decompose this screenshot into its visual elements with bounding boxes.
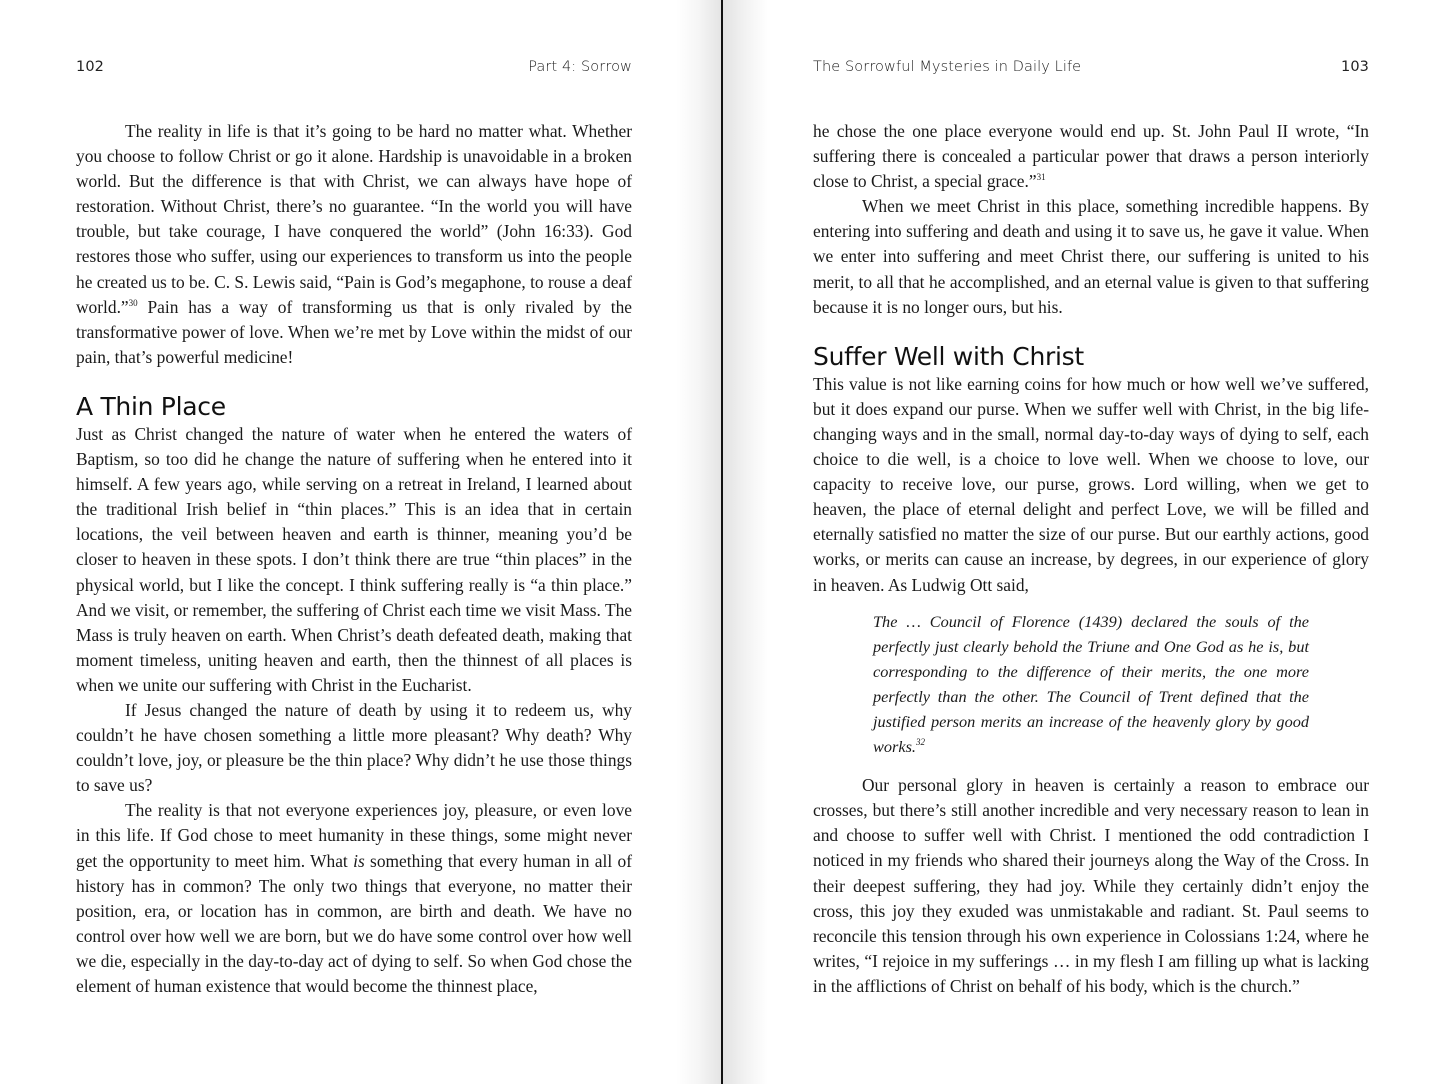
right-page-body (813, 119, 1369, 999)
book-spine-divider (721, 0, 723, 1084)
quote-text: The … Council of Florence (1439) declared the souls of the perfectly just clearly behold the Triune and One God as he is, but corresponding to the difference of their merits, the one more perfectly than the other. The Council of Trent defined that the justified person merits an increase of the heavenly glory by good works. (873, 611, 1309, 757)
paragraph: This value is not like earning coins for how much or how well we’ve suffered, but it does expand our purse. When we suffer well with Christ, in the big life-changing ways and in the small, normal day-to-day ways of dying to self, each choice to die well, is a choice to love well. When we choose to love, our capacity to receive love, our purse, grows. Lord willing, when we get to heaven, the place of eternal delight and perfect Love, we will be filled and eternally satisfied no matter the size of our purse. But our earthly actions, good works, or merits can cause an increase, by degrees, in our experience of glory in heaven. As Ludwig Ott said, (813, 373, 1369, 595)
section-heading: Suffer Well with Christ (813, 341, 1084, 371)
paragraph (813, 119, 1369, 194)
footnote-ref: 30 (128, 297, 138, 308)
footnote-ref: 32 (915, 737, 925, 748)
running-header-left (76, 59, 632, 81)
paragraph: When we meet Christ in this place, something incredible happens. By entering into suffering and death and using it to save us, he gave it value. When we enter into suffering and meet Christ there, our suffering is united to his merit, to all that he accomplished, and an eternal value is given to that suffering because it is no longer ours, but his. (813, 196, 1369, 317)
left-page-body (76, 119, 632, 999)
running-title-left: Part 4: Sorrow (528, 59, 632, 75)
section-heading: A Thin Place (76, 391, 226, 421)
running-header-right (813, 59, 1369, 81)
paragraph: If Jesus changed the nature of death by using it to redeem us, why couldn’t he have chosen something a little more pleasant? Why death? Why couldn’t love, joy, or pleasure be the thin place? Why didn’t he use those things to save us? (76, 699, 632, 796)
paragraph-text: he chose the one place everyone would end up. St. John Paul II wrote, “In suffering there is concealed a particular power that draws a person interiorly close to Christ, a special grace.” (813, 121, 1369, 192)
paragraph (76, 798, 632, 999)
page-number-right: 103 (1341, 59, 1369, 75)
footnote-ref: 31 (1036, 172, 1046, 183)
spacer (76, 370, 632, 392)
paragraph: Just as Christ changed the nature of water when he entered the waters of Baptism, so too did he change the nature of suffering when he entered into it himself. A few years ago, while serving on a retreat in Ireland, I learned about the traditional Irish belief in “thin places.” This is an idea that in certain locations, the veil between heaven and earth is thinner, meaning you’d be closer to heaven in these spots. I don’t think there are true “thin places” in the physical world, but I like the concept. I think suffering really is “a thin place.” And we visit, or remember, the suffering of Christ each time we visit Mass. The Mass is truly heaven on earth. When Christ’s death defeated death, making that moment timeless, uniting heaven and earth, then the thinnest of all places is when we unite our suffering with Christ in the Eucharist. (76, 423, 632, 695)
paragraph-text: something that every human in all of history has in common? The only two things that everyone, no matter their position, era, or location has in common, are birth and death. We have no control over how well we are born, but we do have some control over how well we die, especially in the day-to-day act of dying to self. So when God chose the element of human existence that would become the thinnest place, (76, 850, 632, 996)
running-title-right: The Sorrowful Mysteries in Daily Life (813, 59, 1082, 75)
left-page (76, 0, 632, 1084)
spacer (813, 320, 1369, 342)
paragraph (76, 119, 632, 370)
emphasis: is (353, 850, 365, 871)
block-quote (873, 609, 1309, 760)
paragraph-text: Pain has a way of transforming us that is only rivaled by the transformative power of love. When we’re met by Love within the midst of our pain, that’s powerful medicine! (76, 296, 632, 367)
paragraph-text: The reality is that not everyone experiences joy, pleasure, or even love in this life. If God chose to meet humanity in these things, some might never get the opportunity to meet him. What (76, 800, 632, 871)
page-number-left: 102 (76, 59, 104, 75)
paragraph-text: The reality in life is that it’s going to be hard no matter what. Whether you choose to follow Christ or go it alone. Hardship is unavoidable in a broken world. But the difference is that with Christ, we can always have hope of restoration. Without Christ, there’s no guarantee. “In the world you will have trouble, but take courage, I have conquered the world” (John 16:33). God restores those who suffer, using our experiences to transform us into the people he created us to be. C. S. Lewis said, “Pain is God’s megaphone, to rouse a deaf world.” (76, 121, 632, 317)
paragraph: Our personal glory in heaven is certainly a reason to embrace our crosses, but there’s still another incredible and very necessary reason to lean in and choose to suffer well with Christ. I mentioned the odd contradiction I noticed in my friends who shared their journeys along the Way of the Cross. In their deepest suffering, they had joy. While they certainly didn’t enjoy the cross, this joy they exuded was unmistakable and radiant. St. Paul seems to reconcile this tension through his own experience in Colossians 1:24, where he writes, “I rejoice in my sufferings … in my flesh I am filling up what is lacking in the afflictions of Christ on behalf of his body, which is the church.” (813, 775, 1369, 996)
right-page (813, 0, 1369, 1084)
